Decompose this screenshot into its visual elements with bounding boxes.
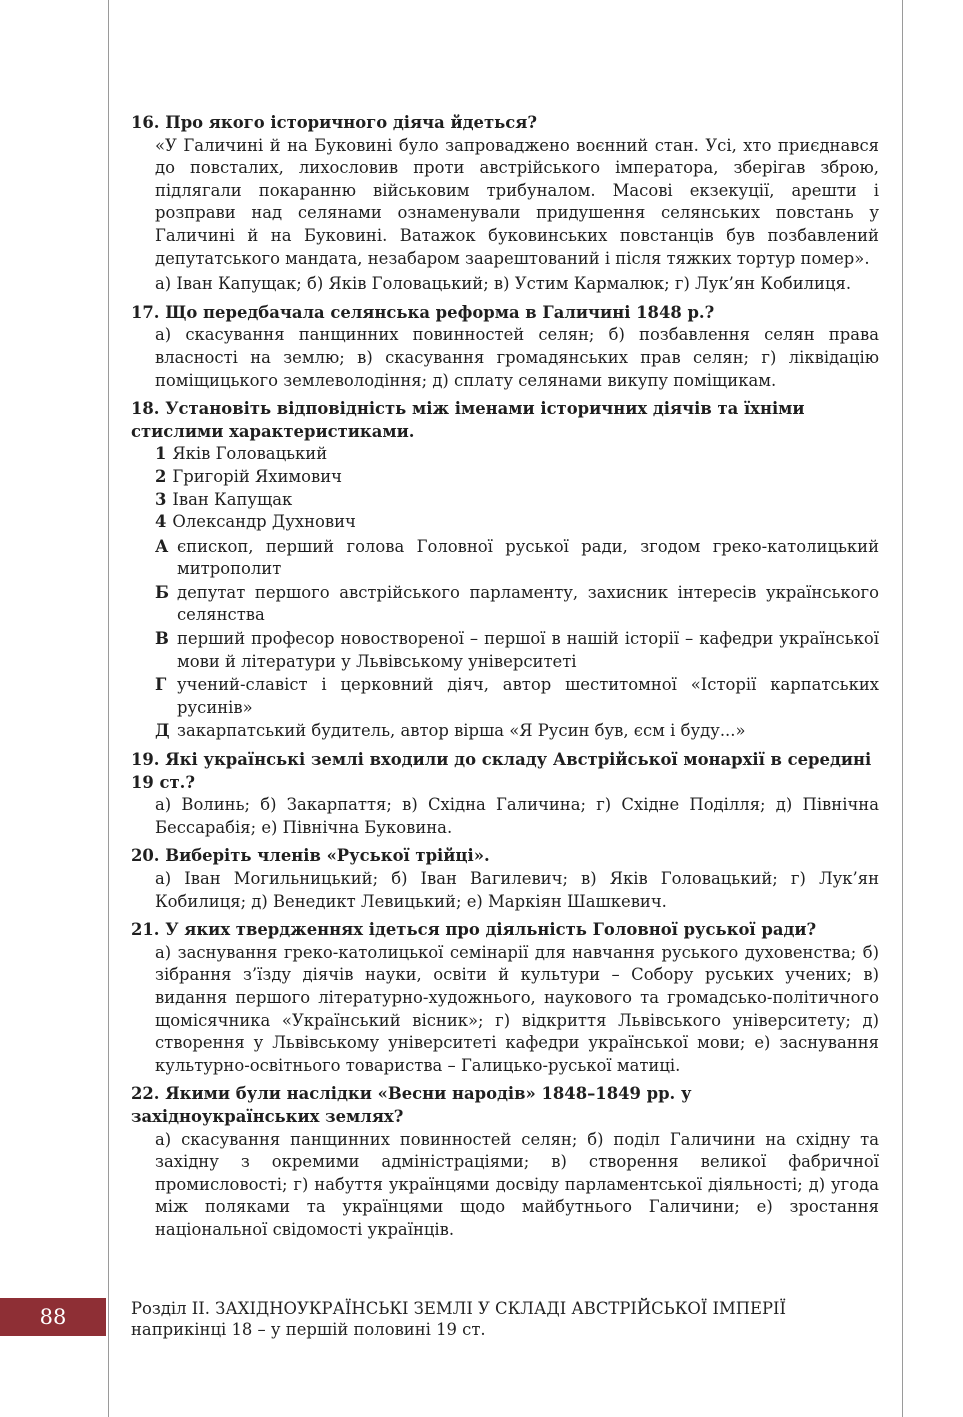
characteristic-item: В перший професор новоствореної – першої в нашій історії – кафедри української мови й літератури у Львівському університеті	[155, 629, 879, 671]
question-16	[131, 112, 879, 296]
page-content	[131, 112, 879, 1248]
person-item: 3 Іван Капущак	[155, 489, 293, 509]
footer-section-title: Розділ ІІ. ЗАХІДНОУКРАЇНСЬКІ ЗЕМЛІ У СКЛАДІ АВСТРІЙСЬКОЇ ІМПЕРІЇ	[131, 1299, 787, 1318]
question-title: 19. Які українські землі входили до складу Австрійської монархії в середині 19 ст.?	[131, 750, 872, 792]
question-19	[131, 749, 879, 839]
question-21	[131, 919, 879, 1077]
page-number-badge: 88	[0, 1298, 106, 1336]
person-item: 2 Григорій Яхимович	[155, 466, 343, 486]
question-options: а) Волинь; б) Закарпаття; в) Східна Галичина; г) Східне Поділля; д) Північна Бессарабія; е) Північна Буковина.	[155, 795, 879, 837]
characteristic-item: Г учений-славіст і церковний діяч, автор шеститомної «Історії карпатських русинів»	[155, 675, 879, 717]
question-title: 16. Про якого історичного діяча йдеться?	[131, 113, 537, 132]
person-item: 1 Яків Головацький	[155, 444, 328, 464]
question-22	[131, 1083, 879, 1241]
question-title: 18. Установіть відповідність між іменами історичних діячів та їхніми стислими характеристиками.	[131, 399, 805, 441]
running-footer	[131, 1298, 871, 1340]
question-title: 22. Якими були наслідки «Весни народів» 1848–1849 рр. у західноукраїнських землях?	[131, 1084, 692, 1126]
characteristic-item: А єпископ, перший голова Головної руської ради, згодом греко-католицький митрополит	[155, 536, 879, 579]
question-options: а) Іван Капущак; б) Яків Головацький; в) Устим Кармалюк; г) Лук’ян Кобилиця.	[155, 274, 852, 294]
question-17	[131, 302, 879, 392]
characteristics-list	[131, 536, 879, 743]
right-margin-rule	[902, 0, 903, 1417]
question-20	[131, 845, 879, 913]
question-quote: «У Галичині й на Буковині було запроваджено воєнний стан. Усі, хто приєднався до повсталих, лихословив проти австрійського імператора, зберігав зброю, підлягали покаранню військовим трибуналом. Масові екзекуції, арешти і розправи над селянами ознаменували придушення селянських повстань у Галичині й на Буковині. Ватажок буковинських повстанців був позбавлений депутатського мандата, незабаром заарештований і після тяжких тортур помер».	[155, 135, 879, 268]
left-margin-rule	[108, 0, 109, 1417]
question-title: 20. Виберіть членів «Руської трійці».	[131, 846, 490, 866]
person-item: 4 Олександр Духнович	[155, 512, 356, 532]
characteristic-item: Д закарпатський будитель, автор вірша «Я Русин був, єсм і буду...»	[155, 721, 746, 741]
question-title: 17. Що передбачала селянська реформа в Галичині 1848 р.?	[131, 302, 715, 322]
question-options: а) скасування панщинних повинностей селян; б) поділ Галичини на східну та західну з окремими адміністраціями; в) створення великої фабричної промисловості; г) набуття українцями досвіду парламентської діяльності; д) угода між поляками та українцями щодо майбутнього Галичини; е) зростання національної свідомості українців.	[155, 1129, 879, 1239]
question-options: а) Іван Могильницький; б) Іван Вагилевич; в) Яків Головацький; г) Лук’ян Кобилиця; д) Венедикт Левицький; е) Маркіян Шашкевич.	[155, 869, 879, 911]
question-title: 21. У яких твердженнях ідеться про діяльність Головної руської ради?	[131, 920, 817, 940]
question-options: а) скасування панщинних повинностей селян; б) позбавлення селян права власності на землю; в) скасування громадянських прав селян; г) ліквідацію поміщицького землеволодіння; д) сплату селянами викупу поміщикам.	[155, 325, 879, 390]
question-options: а) заснування греко-католицької семінарії для навчання руського духовенства; б) зібрання з’їзду діячів науки, освіти й культури – Собору руських учених; в) видання першого літературно-художнього, наукового та громадсько-політичного щомісячника «Український вісник»; г) відкриття Львівського університету; д) створення у Львівському університеті кафедри української мови; е) заснування культурно-освітнього товариства – Галицько-руської матиці.	[155, 942, 879, 1075]
characteristic-item: Б депутат першого австрійського парламенту, захисник інтересів українського селянства	[155, 582, 879, 625]
footer-section-subtitle: наприкінці 18 – у першій половині 19 ст.	[131, 1320, 486, 1339]
question-18	[131, 398, 879, 743]
people-list	[131, 443, 879, 533]
